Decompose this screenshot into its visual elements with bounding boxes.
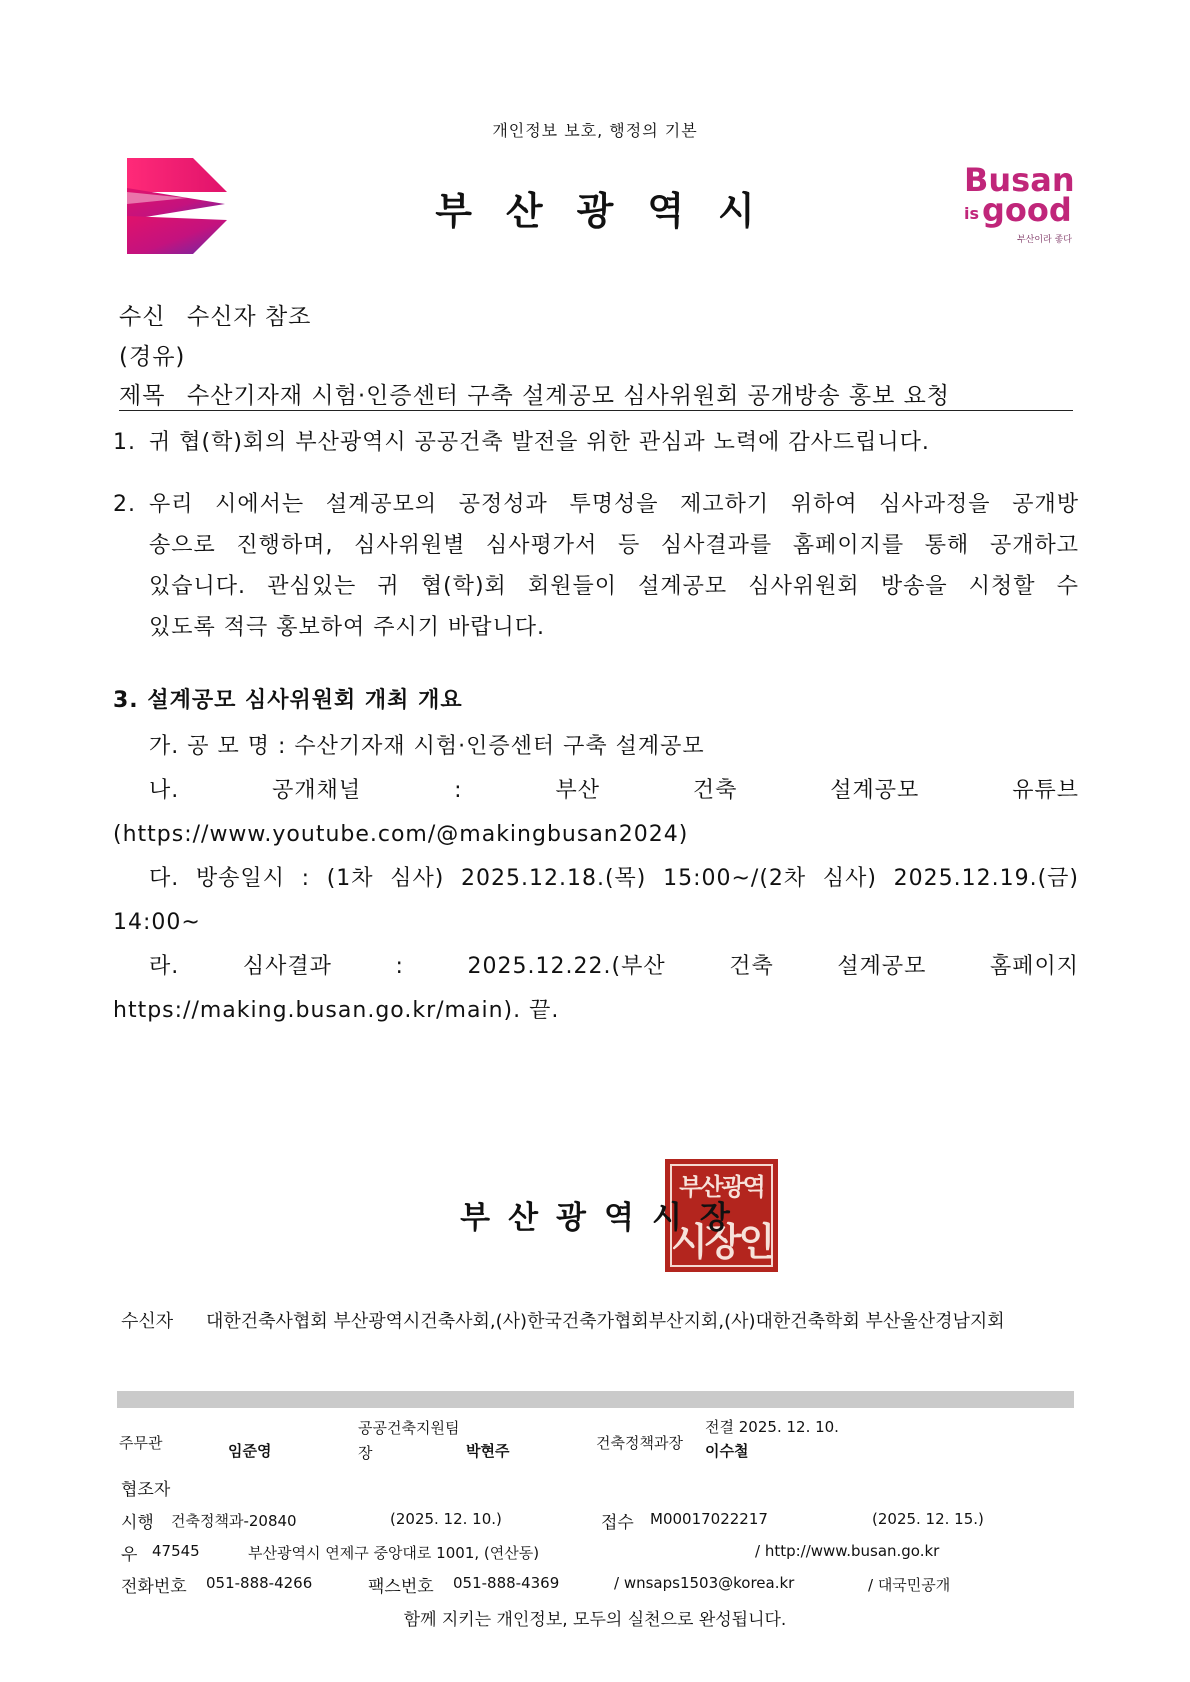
postal-code: 47545	[152, 1542, 200, 1560]
fax-label: 팩스번호	[368, 1577, 434, 1597]
recipients-list: 대한건축사협회 부산광역시건축사회,(사)한국건축가협회부산지회,(사)대한건축학회 부산울산경남지회	[206, 1311, 1005, 1332]
brand-sub: 부산이라 좋다	[1016, 235, 1072, 245]
subject-line	[119, 377, 950, 410]
approval-line	[705, 1416, 839, 1437]
paragraph-1	[113, 422, 1079, 463]
subject-divider	[119, 410, 1073, 411]
team-label-1: 공공건축지원팀	[358, 1419, 460, 1437]
item-ra-line-2: https://making.busan.go.kr/main). 끝.	[113, 998, 560, 1023]
item-da-line-1: 다. 방송일시 : (1차 심사) 2025.12.18.(목) 15:00~/(2차 심사) 2025.12.19.(금)	[149, 866, 1079, 891]
receive-date: (2025. 12. 15.)	[872, 1510, 984, 1528]
team-leader-name: 박현주	[466, 1442, 510, 1460]
enforce-date: (2025. 12. 10.)	[390, 1510, 502, 1528]
paragraph-2-line-2: 송으로 진행하며, 심사위원별 심사평가서 등 심사결과를 홈페이지를 통해 공개하고	[149, 533, 1079, 558]
fax-number: 051-888-4369	[453, 1574, 560, 1592]
paragraph-2-number: 2.	[113, 492, 136, 517]
subject-label: 제목	[119, 383, 166, 409]
email-link[interactable]: / wnsaps1503@korea.kr	[614, 1574, 795, 1592]
item-ga: 가. 공 모 명 : 수산기자재 시험·인증센터 구축 설계공모	[149, 734, 705, 759]
phone-number: 051-888-4266	[206, 1574, 313, 1592]
paragraph-2-line-3: 있습니다. 관심있는 귀 협(학)회 회원들이 설계공모 심사위원회 방송을 시청할 수	[149, 574, 1079, 599]
paragraph-1-number: 1.	[113, 430, 136, 455]
disclosure-status: / 대국민공개	[868, 1576, 951, 1594]
address: 부산광역시 연제구 중앙대로 1001, (연산동)	[248, 1544, 540, 1562]
item-na-line-2: (https://www.youtube.com/@makingbusan2024)	[113, 822, 689, 847]
paragraph-2-line-1: 우리 시에서는 설계공모의 공정성과 투명성을 제고하기 위하여 심사과정을 공개방	[149, 492, 1079, 517]
cooperator-label: 협조자	[121, 1480, 171, 1500]
busan-is-good-logo	[962, 161, 1075, 246]
privacy-slogan: 함께 지키는 개인정보, 모두의 실천으로 완성됩니다.	[403, 1610, 787, 1630]
item-ra-line-1: 라. 심사결과 : 2025.12.22.(부산 건축 설계공모 홈페이지	[149, 954, 1079, 979]
section-3-heading: 3. 설계공모 심사위원회 개최 개요	[113, 688, 463, 713]
postal-label: 우	[121, 1545, 138, 1565]
brand-is: is	[964, 204, 980, 223]
recipient-label: 수신	[119, 304, 166, 330]
officer-name: 임준영	[228, 1442, 272, 1460]
footer-gray-bar	[117, 1391, 1074, 1408]
paragraph-1-text: 귀 협(학)회의 부산광역시 공공건축 발전을 위한 관심과 노력에 감사드립니다.	[149, 430, 930, 455]
via-label: (경유)	[119, 344, 186, 370]
paragraph-2-line-4: 있도록 적극 홍보하여 주시기 바랍니다.	[149, 615, 545, 640]
issuer-signature: 부산광역시장	[460, 1200, 748, 1236]
approval-date: 2025. 12. 10.	[738, 1418, 839, 1436]
enforce-number: 건축정책과-20840	[171, 1512, 297, 1530]
team-label-2: 장	[358, 1444, 373, 1462]
seal-line-2: 시장인	[670, 1220, 773, 1264]
enforce-label: 시행	[121, 1513, 154, 1533]
brand-busan: Busan	[964, 161, 1075, 199]
receive-label: 접수	[601, 1513, 634, 1533]
subject-value: 수산기자재 시험·인증센터 구축 설계공모 심사위원회 공개방송 홍보 요청	[187, 383, 951, 409]
officer-label: 주무관	[119, 1434, 163, 1452]
director-label: 건축정책과장	[596, 1434, 683, 1452]
brand-good: good	[982, 191, 1072, 229]
phone-label: 전화번호	[121, 1577, 187, 1597]
recipients-label: 수신자	[121, 1311, 174, 1332]
receive-number: M00017022217	[650, 1510, 768, 1528]
director-name: 이수철	[705, 1442, 749, 1460]
item-na-line-1: 나. 공개채널 : 부산 건축 설계공모 유튜브	[149, 778, 1079, 803]
approval-prefix: 전결	[705, 1418, 734, 1436]
recipient-value: 수신자 참조	[187, 304, 312, 330]
seal-line-1: 부산광역	[679, 1173, 764, 1201]
header-slogan: 개인정보 보호, 행정의 기본	[492, 121, 698, 140]
website-link[interactable]: / http://www.busan.go.kr	[755, 1542, 940, 1560]
paragraph-2	[113, 484, 1079, 648]
item-da-line-2: 14:00~	[113, 910, 201, 935]
org-title: 부산광역시	[435, 189, 789, 233]
recipient-line	[119, 298, 311, 331]
